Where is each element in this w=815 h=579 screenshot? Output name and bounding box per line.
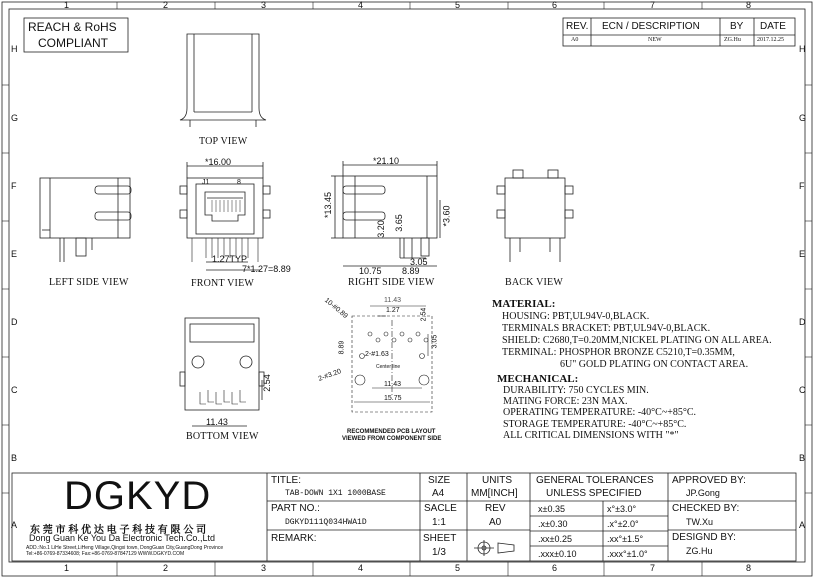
date-header: DATE [760,21,786,32]
scale-value: 1:1 [432,517,446,528]
row-label-b-right: B [799,453,806,463]
company-logo: DGKYD [64,474,212,518]
ecn-header: ECN / DESCRIPTION [602,21,700,32]
col-label-1: 1 [64,0,70,10]
checked-value: TW.Xu [686,517,714,527]
tolerance-title-1: GENERAL TOLERANCES [536,475,654,486]
row-label-e: E [11,249,18,259]
rev-label: REV [485,503,506,514]
row-label-e-right: E [799,249,806,259]
mechanical-line: OPERATING TEMPERATURE: -40°C~+85°C. [503,407,697,418]
dim-320: 3.20 [375,220,386,238]
right-side-view-label: RIGHT SIDE VIEW [348,277,435,288]
material-heading: MATERIAL: [492,298,556,310]
material-line: SHIELD: C2680,T=0.20MM,NICKEL PLATING ON ALL AREA. [502,335,772,346]
tolerance-linear-2: .xx±0.25 [538,534,572,544]
col-label-3-bottom: 3 [261,563,267,573]
dim-pcb-163: 2-#1.63 [365,351,389,358]
dim-360: *3.60 [441,205,452,227]
row-label-h: H [11,44,18,54]
col-label-8: 8 [746,0,752,10]
dim-right-width: *21.10 [373,156,400,166]
tolerance-angular-1: .x°±2.0° [607,519,639,529]
tolerance-angular-3: .xxx°±1.0° [607,549,648,559]
bottom-view-drawing [180,318,264,426]
dim-height: *13.45 [323,191,334,219]
dim-pcb-1143-top: 11.43 [384,297,401,304]
tolerance-linear-1: .x±0.30 [538,519,568,529]
col-label-8-bottom: 8 [746,563,752,573]
remark-label: REMARK: [271,533,317,544]
row-label-d-right: D [799,317,806,327]
by-value: ZG.Hu [724,37,741,43]
units-label: UNITS [482,475,512,486]
tolerance-title-2: UNLESS SPECIFIED [546,488,642,499]
company-address: ADD.:No.1 LiHe Street,LiHeng Village,Qingxi town, DongGuan City,GuangDong Province [26,545,224,551]
title-value: TAB-DOWN 1X1 1000BASE [285,489,386,498]
col-label-6: 6 [552,0,558,10]
title-label: TITLE: [271,475,302,486]
scale-label: SACLE [424,503,457,514]
sheet-label: SHEET [423,533,457,544]
mechanical-line: DURABILITY: 750 CYCLES MIN. [503,385,649,396]
ecn-value: NEW [648,37,662,43]
size-value: A4 [432,488,445,499]
part-no-label: PART NO.: [271,503,320,514]
dim-305: 3.05 [410,257,428,267]
tolerance-linear-3: .xxx±0.10 [538,549,577,559]
row-label-h-right: H [799,44,806,54]
row-label-g-right: G [799,113,807,123]
dim-8: 8 [237,179,241,186]
top-view-label: TOP VIEW [199,136,248,147]
col-label-5-bottom: 5 [455,563,461,573]
dim-bottom-1143: 11.43 [206,417,228,427]
row-label-a-right: A [799,520,806,530]
row-label-c-right: C [799,385,806,395]
material-line: HOUSING: PBT,UL94V-0,BLACK. [502,311,650,322]
designed-value: ZG.Hu [686,546,713,556]
tolerance-angular-2: .xx°±1.5° [607,534,644,544]
company-name-cn: 东 莞 市 科 优 达 电 子 科 技 有 限 公 司 [30,525,207,536]
dim-pitch-span: 7*1.27=8.89 [242,264,291,274]
units-value: MM[INCH] [471,488,518,499]
left-side-view-label: LEFT SIDE VIEW [49,277,129,288]
approved-value: JP.Gong [686,488,720,498]
dim-pcb-305: 3.05 [431,334,439,349]
back-view-label: BACK VIEW [505,277,564,288]
col-label-7-bottom: 7 [650,563,656,573]
compliance-line-1: REACH & RoHS [28,20,117,34]
material-line: TERMINALS BRACKET: PBT,UL94V-0,BLACK. [502,323,711,334]
dim-1075: 10.75 [359,266,382,276]
tolerance-linear-0: x±0.35 [538,504,565,514]
designed-label: DESIGND BY: [672,532,736,543]
date-value: 2017.12.25 [757,37,784,43]
col-label-6-bottom: 6 [552,563,558,573]
col-label-4: 4 [358,0,364,10]
row-label-d: D [11,317,18,327]
projection-symbol-icon [473,538,517,558]
sheet-value: 1/3 [432,547,446,558]
approved-label: APPROVED BY: [672,475,746,486]
col-label-2-bottom: 2 [163,563,169,573]
mechanical-heading: MECHANICAL: [497,373,579,385]
left-side-view-drawing [40,178,131,262]
dim-pcb-holes: 10-#0.89 [322,296,349,321]
dim-pcb-127: 1.27 [386,307,400,314]
row-label-a: A [11,520,18,530]
col-label-7: 7 [650,0,656,10]
dim-pcb-889: 8.89 [338,340,346,355]
rev-value: A0 [571,37,579,43]
row-label-c: C [11,385,18,395]
dim-pcb-1575: 15.75 [384,395,402,402]
dim-j1: J1 [202,179,210,186]
material-line: 6U" GOLD PLATING ON CONTACT AREA. [560,359,749,370]
rev-header: REV. [566,21,589,32]
row-label-b: B [11,453,18,463]
pcb-layout-label-1: RECOMMENDED PCB LAYOUT [347,429,436,435]
material-line: TERMINAL: PHOSPHOR BRONZE C5210,T=0.35MM, [502,347,735,358]
dim-pcb-center-line: Center line [376,364,401,370]
dim-pitch-typ: 1.27TYP [212,254,248,264]
row-label-g: G [11,113,19,123]
by-header: BY [730,21,744,32]
dim-889: 8.89 [402,266,420,276]
col-label-4-bottom: 4 [358,563,364,573]
row-label-f: F [11,181,17,191]
mechanical-line: STORAGE TEMPERATURE: -40°C~+85°C. [503,419,687,430]
checked-label: CHECKED BY: [672,503,740,514]
company-name-en: Dong Guan Ke You Da Electronic Tech.Co.,Ltd [29,533,215,543]
dim-bottom-254: 2.54 [261,374,272,392]
col-label-1-bottom: 1 [64,563,70,573]
dim-pcb-254: 2.54 [420,307,428,322]
col-label-5: 5 [455,0,461,10]
col-label-3: 3 [261,0,267,10]
pcb-layout-label-2: VIEWED FROM COMPONENT SIDE [342,436,442,442]
rev-block-value: A0 [489,517,502,528]
part-no-value: DGKYD111Q034HWA1D [285,518,367,527]
size-label: SIZE [428,475,451,486]
compliance-line-2: COMPLIANT [38,36,109,50]
top-view-drawing [180,34,266,127]
company-contact: Tel:+86-0769-87334608; Fax:+86-0769-87847129 WWW.DGKYD.COM [26,551,185,557]
dim-pcb-1143: 11.43 [384,381,401,388]
front-view-label: FRONT VIEW [191,278,255,289]
mechanical-line: ALL CRITICAL DIMENSIONS WITH "*" [503,430,679,441]
back-view-drawing [497,170,573,262]
row-label-f-right: F [799,181,805,191]
dim-pcb-320: 2-#3.20 [317,368,343,383]
tolerance-angular-0: x°±3.0° [607,504,637,514]
col-label-2: 2 [163,0,169,10]
bottom-view-label: BOTTOM VIEW [186,431,259,442]
right-side-view-drawing [331,161,440,266]
mechanical-line: MATING FORCE: 23N MAX. [503,396,628,407]
dim-365: 3.65 [393,214,404,232]
dim-front-width: *16.00 [205,157,232,167]
